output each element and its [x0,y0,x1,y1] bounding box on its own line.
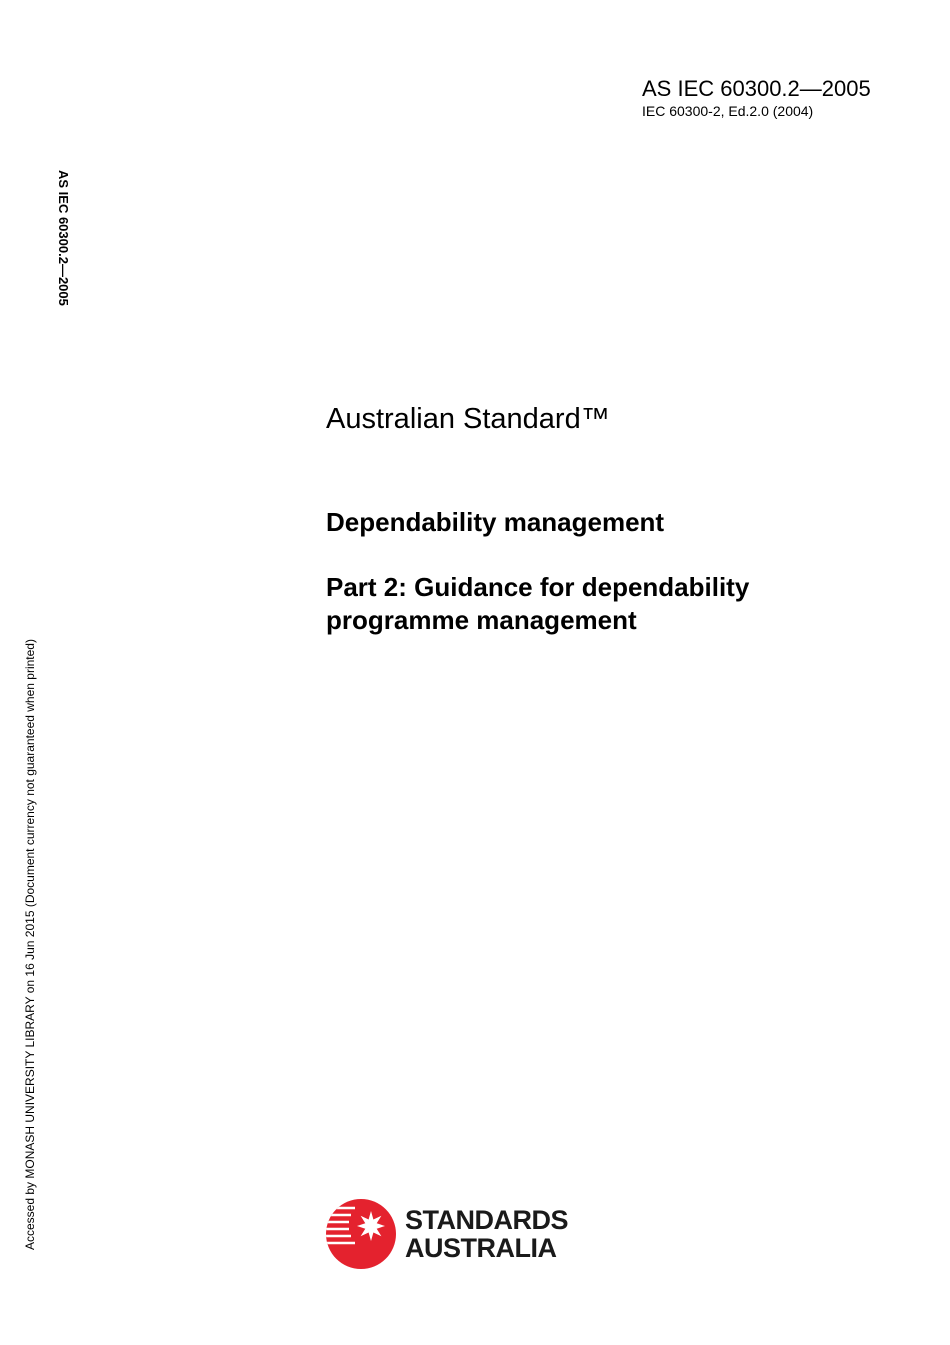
part-title: Part 2: Guidance for dependability programme management [326,572,750,635]
document-title: Dependability management [326,507,665,537]
iec-reference: IEC 60300-2, Ed.2.0 (2004) [642,103,814,119]
access-note: Accessed by MONASH UNIVERSITY LIBRARY on 16 Jun 2015 (Document currency not guaranteed when printed) [23,639,37,1250]
southern-cross-star-icon [325,1198,397,1270]
logo-line-2: AUSTRALIA [405,1233,557,1263]
standards-australia-logo [325,1198,585,1270]
logo-line-1: STANDARDS [405,1205,568,1235]
standard-number: AS IEC 60300.2—2005 [642,76,871,101]
standard-type-heading: Australian Standard™ [326,403,610,435]
logo-wordmark [405,1206,568,1262]
spine-standard-number: AS IEC 60300.2—2005 [56,170,71,306]
